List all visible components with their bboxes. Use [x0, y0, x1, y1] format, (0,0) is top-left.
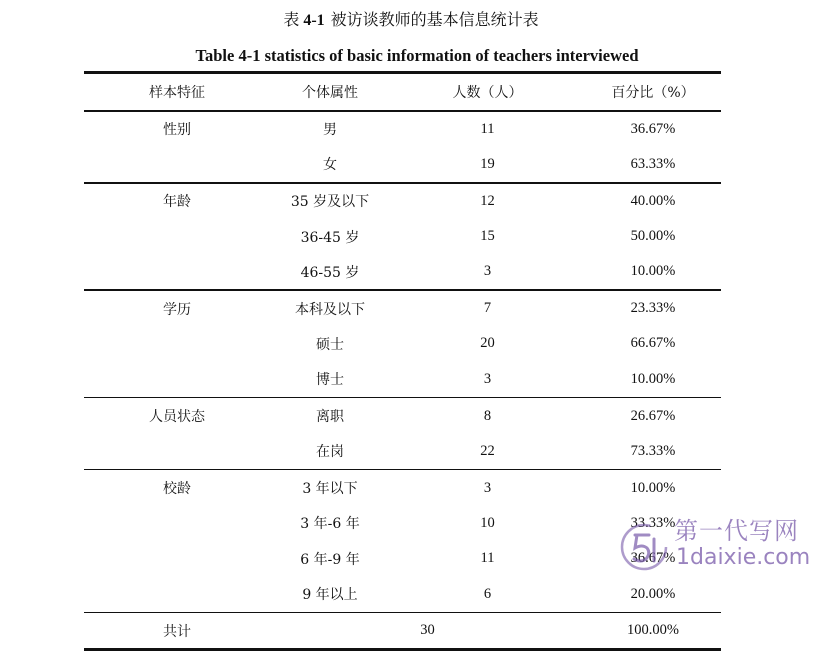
- count-cell: 3: [483, 263, 492, 280]
- attribute-cell: 离职: [316, 409, 344, 426]
- feature-cell: 性别: [163, 122, 191, 139]
- header-feature: 样本特征: [149, 85, 205, 101]
- header-count: 人数（人）: [452, 85, 523, 101]
- percentage-cell: 66.67%: [630, 335, 676, 352]
- percentage-cell: 50.00%: [630, 228, 676, 245]
- percentage-cell: 40.00%: [630, 192, 676, 209]
- table-body: [84, 112, 721, 612]
- table-row: [84, 362, 721, 397]
- caption-title-cn: 被访谈教师的基本信息统计表: [330, 10, 539, 29]
- attribute-cell: 博士: [316, 372, 344, 389]
- count-cell: 10: [480, 514, 495, 531]
- attribute-cell: 3 年以下: [302, 481, 358, 498]
- count-cell: 12: [480, 192, 495, 209]
- count-cell: 19: [480, 155, 495, 172]
- percentage-cell: 36.67%: [630, 550, 676, 567]
- teacher-info-table: [84, 71, 721, 651]
- percentage-cell: 26.67%: [630, 407, 676, 424]
- count-cell: 6: [483, 585, 492, 602]
- header-attribute: 个体属性: [302, 85, 358, 101]
- percentage-cell: 10.00%: [630, 370, 676, 387]
- table-row: [84, 470, 721, 505]
- count-cell: 7: [483, 300, 492, 317]
- percentage-cell: 73.33%: [630, 442, 676, 459]
- feature-cell: 人员状态: [149, 409, 205, 426]
- count-cell: 20: [480, 335, 495, 352]
- feature-cell: 年龄: [163, 194, 191, 211]
- attribute-cell: 女: [323, 157, 337, 174]
- table-row: [84, 291, 721, 326]
- percentage-cell: 63.33%: [630, 155, 676, 172]
- total-label: 共计: [163, 623, 191, 640]
- total-count: 30: [420, 622, 435, 639]
- attribute-cell: 男: [323, 122, 337, 139]
- table-row: [84, 434, 721, 469]
- percentage-cell: 23.33%: [630, 300, 676, 317]
- attribute-cell: 9 年以上: [302, 587, 358, 603]
- attribute-cell: 46-55 岁: [300, 264, 360, 281]
- count-cell: 11: [480, 120, 495, 137]
- header-percentage: 百分比（%）: [611, 85, 695, 101]
- table-row: [84, 184, 721, 219]
- table-row: [84, 398, 721, 433]
- percentage-cell: 10.00%: [630, 263, 676, 280]
- count-cell: 8: [483, 407, 492, 424]
- table-header-row: [84, 74, 721, 110]
- count-cell: 3: [483, 370, 492, 387]
- table-row: [84, 219, 721, 254]
- attribute-cell: 硕士: [316, 336, 344, 353]
- watermark-text-cn: 第一代写网: [674, 517, 799, 545]
- watermark-text-en: 1daixie.com: [676, 545, 811, 570]
- attribute-cell: 本科及以下: [295, 301, 365, 318]
- count-cell: 15: [480, 228, 495, 245]
- table-row: [84, 576, 721, 611]
- count-cell: 11: [480, 550, 495, 567]
- table-caption-en: Table 4-1 statistics of basic information of teachers interviewed: [195, 46, 639, 65]
- feature-cell: 校龄: [163, 481, 191, 498]
- table-row: [84, 112, 721, 147]
- caption-prefix: 表: [283, 10, 300, 29]
- attribute-cell: 6 年-9 年: [300, 551, 360, 568]
- total-row: [84, 613, 721, 648]
- attribute-cell: 在岗: [316, 444, 344, 461]
- attribute-cell: 3 年-6 年: [300, 516, 360, 533]
- table-caption-cn: [0, 8, 822, 33]
- table-row: [84, 541, 721, 576]
- count-cell: 3: [483, 479, 492, 496]
- count-cell: 22: [480, 442, 495, 459]
- table-row: [84, 506, 721, 541]
- total-percentage: 100.00%: [627, 622, 679, 639]
- percentage-cell: 20.00%: [630, 585, 676, 602]
- feature-cell: 学历: [163, 301, 191, 318]
- attribute-cell: 36-45 岁: [300, 229, 360, 246]
- caption-number: 4-1: [303, 12, 325, 29]
- table-row: [84, 254, 721, 289]
- percentage-cell: 10.00%: [630, 479, 676, 496]
- table-row: [84, 147, 721, 182]
- percentage-cell: 33.33%: [630, 514, 676, 531]
- percentage-cell: 36.67%: [630, 120, 676, 137]
- attribute-cell: 35 岁及以下: [290, 194, 370, 211]
- table-row: [84, 326, 721, 361]
